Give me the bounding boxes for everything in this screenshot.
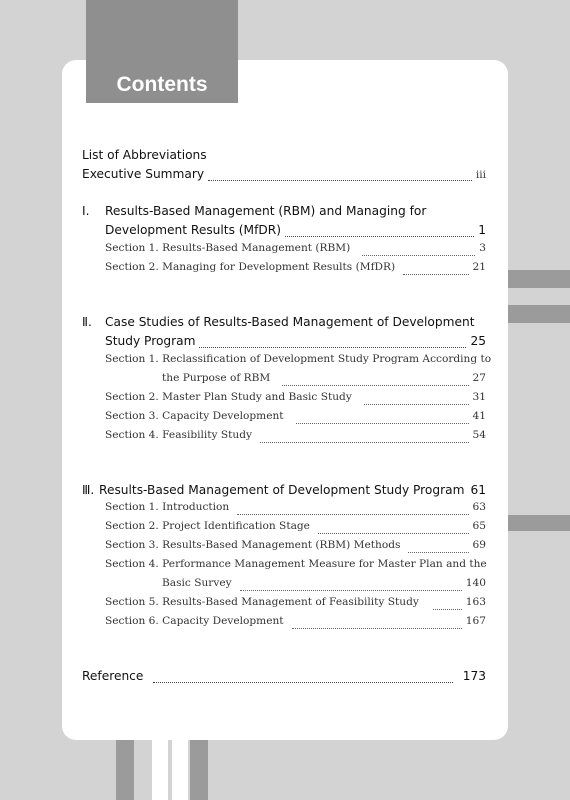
toc-section-3-4[interactable] [82,558,486,576]
chapter-title: Case Studies of Results-Based Management of Development [105,315,475,329]
chapter-title-cont: Development Results (MfDR) [105,223,281,237]
dot-leader [403,264,468,275]
toc-section-2-4[interactable] [82,429,486,447]
section-label-cont: the Purpose of RBM [162,372,271,384]
section-page: 63 [472,501,486,513]
toc-section-3-3[interactable] [82,539,486,557]
section-label: Section 6. Capacity Development [105,615,284,627]
dot-leader [408,542,468,553]
toc-section-2-2[interactable] [82,391,486,409]
toc-entry-label: Reference [82,669,144,683]
section-label: Section 2. Project Identification Stage [105,520,310,532]
chapter-numeral: Ⅲ. [82,483,95,497]
toc-section-3-5[interactable] [82,596,486,614]
chapter-title-cont: Study Program [105,334,196,348]
dot-leader [240,580,462,591]
dot-leader [237,504,468,515]
toc-chapter-2-line-1[interactable] [82,315,486,333]
section-label: Section 1. Results-Based Management (RBM) [105,242,351,254]
chapter-page: 1 [478,223,486,237]
dot-leader [433,599,462,610]
section-label: Section 3. Results-Based Management (RBM) Methods [105,539,401,551]
section-label: Section 5. Results-Based Management of Feasibility Study [105,596,419,608]
toc-entry-abbreviations[interactable] [82,148,486,166]
page-title: Contents [116,73,208,96]
toc-section-2-1[interactable] [82,353,492,371]
dot-leader [153,672,452,683]
bottom-stripe-white-1 [152,740,168,800]
section-label-cont: Basic Survey [162,577,232,589]
toc-section-3-1[interactable] [82,501,486,519]
dot-leader [318,523,469,534]
section-page: 21 [472,261,486,273]
chapter-title: Results-Based Management (RBM) and Managing for [105,204,427,218]
section-label: Section 4. Feasibility Study [105,429,252,441]
section-label: Section 1. Reclassification of Development Study Program According to [105,353,492,365]
toc-section-2-1-cont[interactable] [82,372,486,390]
section-page: 31 [472,391,486,403]
bottom-stripe-1 [116,740,134,800]
chapter-page: 25 [470,334,486,348]
section-label: Section 1. Introduction [105,501,230,513]
dot-leader [292,618,462,629]
section-label: Section 2. Master Plan Study and Basic Study [105,391,352,403]
toc-entry-executive-summary[interactable] [82,167,486,185]
dot-leader [282,375,468,386]
section-page: 167 [465,615,486,627]
bottom-stripe-white-2 [172,740,188,800]
toc-section-3-6[interactable] [82,615,486,633]
right-stripe-1 [508,270,570,288]
contents-header-tab [86,0,238,103]
toc-entry-page: iii [475,169,486,181]
section-page: 163 [465,596,486,608]
dot-leader [364,394,469,405]
section-label: Section 3. Capacity Development [105,410,284,422]
section-page: 69 [472,539,486,551]
dot-leader [199,337,466,348]
toc-section-1-2[interactable] [82,261,486,279]
right-stripe-3 [508,515,570,531]
toc-entry-reference[interactable] [82,669,486,687]
toc-entry-label: List of Abbreviations [82,148,207,162]
section-page: 3 [479,242,486,254]
dot-leader [362,245,475,256]
dot-leader [260,432,469,443]
chapter-numeral: Ⅰ. [82,204,90,218]
toc-entry-page: 173 [462,669,486,683]
section-page: 27 [472,372,486,384]
chapter-page: 61 [470,483,486,497]
section-label: Section 2. Managing for Development Results (MfDR) [105,261,396,273]
toc-entry-label: Executive Summary [82,167,205,181]
toc-section-2-3[interactable] [82,410,486,428]
toc-section-3-2[interactable] [82,520,486,538]
bottom-stripe-2 [190,740,208,800]
toc-chapter-3-line-1[interactable] [82,483,486,501]
section-page: 54 [472,429,486,441]
dot-leader [208,170,472,181]
chapter-title: Results-Based Management of Development Study Program [99,483,465,497]
toc-chapter-2-line-2[interactable] [82,334,486,352]
chapter-numeral: Ⅱ. [82,315,92,329]
section-page: 140 [465,577,486,589]
dot-leader [296,413,469,424]
section-page: 41 [472,410,486,422]
toc-chapter-1-line-1[interactable] [82,204,486,222]
toc-section-1-1[interactable] [82,242,486,260]
section-label: Section 4. Performance Management Measure for Master Plan and the [105,558,487,570]
toc-section-3-4-cont[interactable] [82,577,486,595]
right-stripe-2 [508,305,570,323]
dot-leader [285,226,474,237]
section-page: 65 [472,520,486,532]
toc-chapter-1-line-2[interactable] [82,223,486,241]
